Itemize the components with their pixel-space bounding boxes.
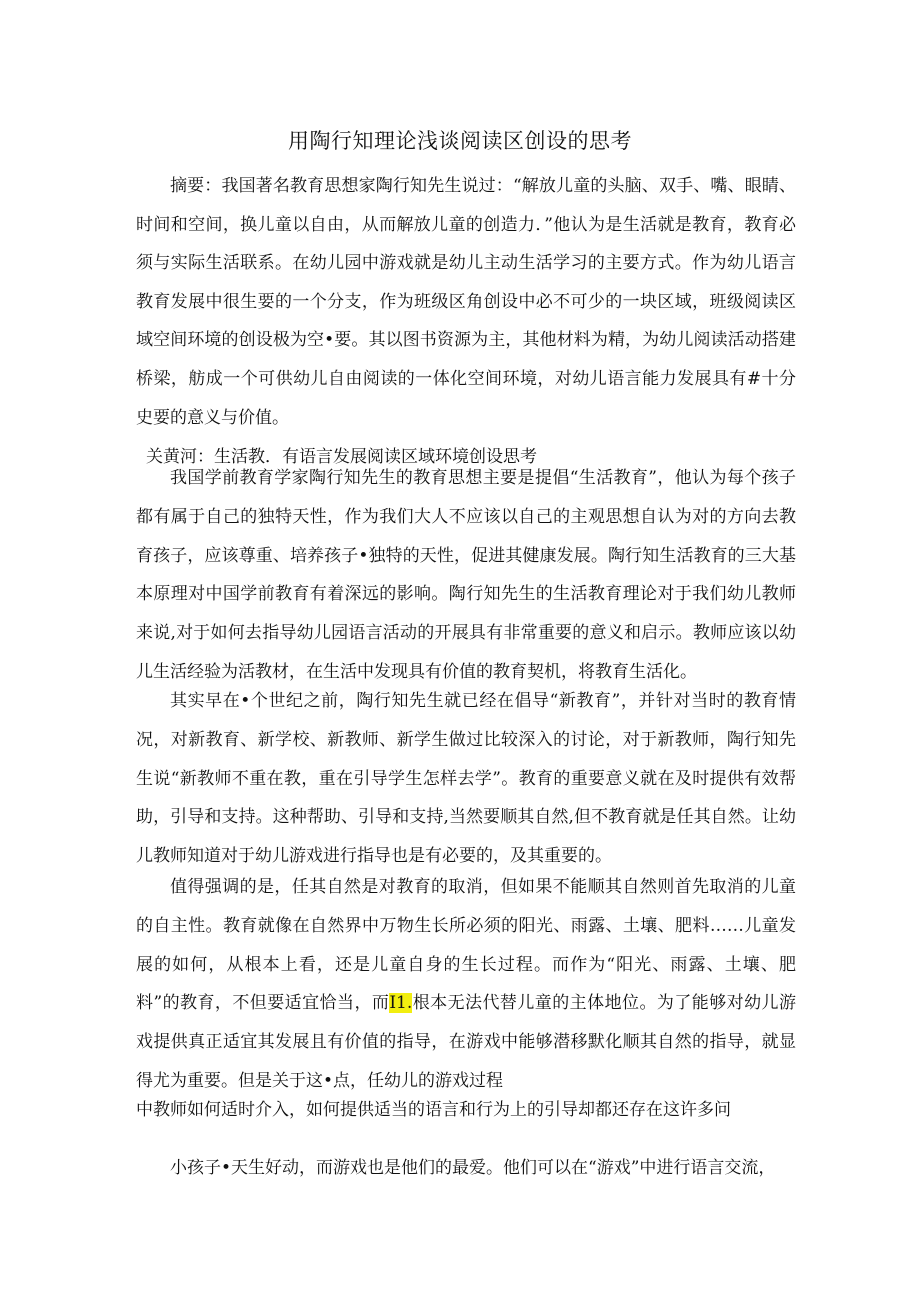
body-paragraph-1: 我国学前教育学家陶行知先生的教育思想主要是提倡“生活教育”，他认为每个孩子都有属于自己的独特天性，作为我们大人不应该以自己的主观思想自认为对的方向去教育孩子，应该尊重、培养孩子•独特的天性，促进其健康发展。陶行知生活教育的三大基本原理对中国学前教育有着深远的影响。陶行知先生的生活教育理论对于我们幼儿教师来说,对于如何去指导幼儿园语言活动的开展具有非常重要的意义和启示。教师应该以幼儿生活经验为活教材，在生活中发现具有价值的教育契机，将教育生活化。 [136,468,796,682]
continued-line: 中教师如何适时介入，如何提供适当的语言和行为上的引导却都还存在这许多问 [136,1100,731,1120]
document-title: 用陶行知理论浅谈阅读区创设的思考 [288,129,632,153]
paragraph-3-text-end: 根本无法代替儿童的主体地位。为了能够对幼儿游戏提供真正适宜其发展且有价值的指导，在游戏中能够潜移默化顺其自然的指导，就显得尤为重要。但是关于这•点，任幼儿的游戏过程 [136,993,796,1091]
body-paragraph-4: 小孩子•天生好动，而游戏也是他们的最爱。他们可以在“游戏”中进行语言交流， [170,1158,776,1178]
highlighted-text: I1. [389,993,413,1014]
keywords-line: 关黄河：生活教．有语言发展阅读区域环境创设思考 [146,447,537,467]
paragraph-3-text-start: 值得强调的是，任其自然是对教育的取消，但如果不能顺其自然则首先取消的儿童的自主性。教育就像在自然界中万物生长所必须的阳光、雨露、土壤、肥料……儿童发展的如何，从根本上看，还是儿童自身的生长过程。而作为“阳光、雨露、土壤、肥料”的教育，不但要适宜恰当，而 [136,877,796,1014]
abstract-paragraph: 摘要：我国著名教育思想家陶行知先生说过：“解放儿童的头脑、双手、嘴、眼睛、时间和空间，换儿童以自由，从而解放儿童的创造力．”他认为是生活就是教育，教育必须与实际生活联系。在幼儿园中游戏就是幼儿主动生活学习的主要方式。作为幼儿语言教育发展中很生要的一个分支，作为班级区角创设中必不可少的一块区域，班级阅读区域空间环境的创设极为空•要。其以图书资源为主，其他材料为精，为幼儿阅读活动搭建桥梁，舫成一个可供幼儿自由阅读的一体化空间环境，对幼儿语言能力发展具有#十分史要的意义与价值。 [136,176,796,428]
body-paragraph-3 [136,868,796,1101]
body-paragraph-2: 其实早在•个世纪之前，陶行知先生就已经在倡导“新教育”，并针对当时的教育情况，对新教育、新学校、新教师、新学生做过比较深入的讨论，对于新教师，陶行知先生说“新教师不重在教，重在引导学生怎样去学”。教育的重要意义就在及时提供有效帮助，引导和支持。这种帮助、引导和支持,当然要顺其自然,但不教育就是任其自然。让幼儿教师知道对于幼儿游戏进行指导也是有必要的，及其重要的。 [136,691,796,867]
